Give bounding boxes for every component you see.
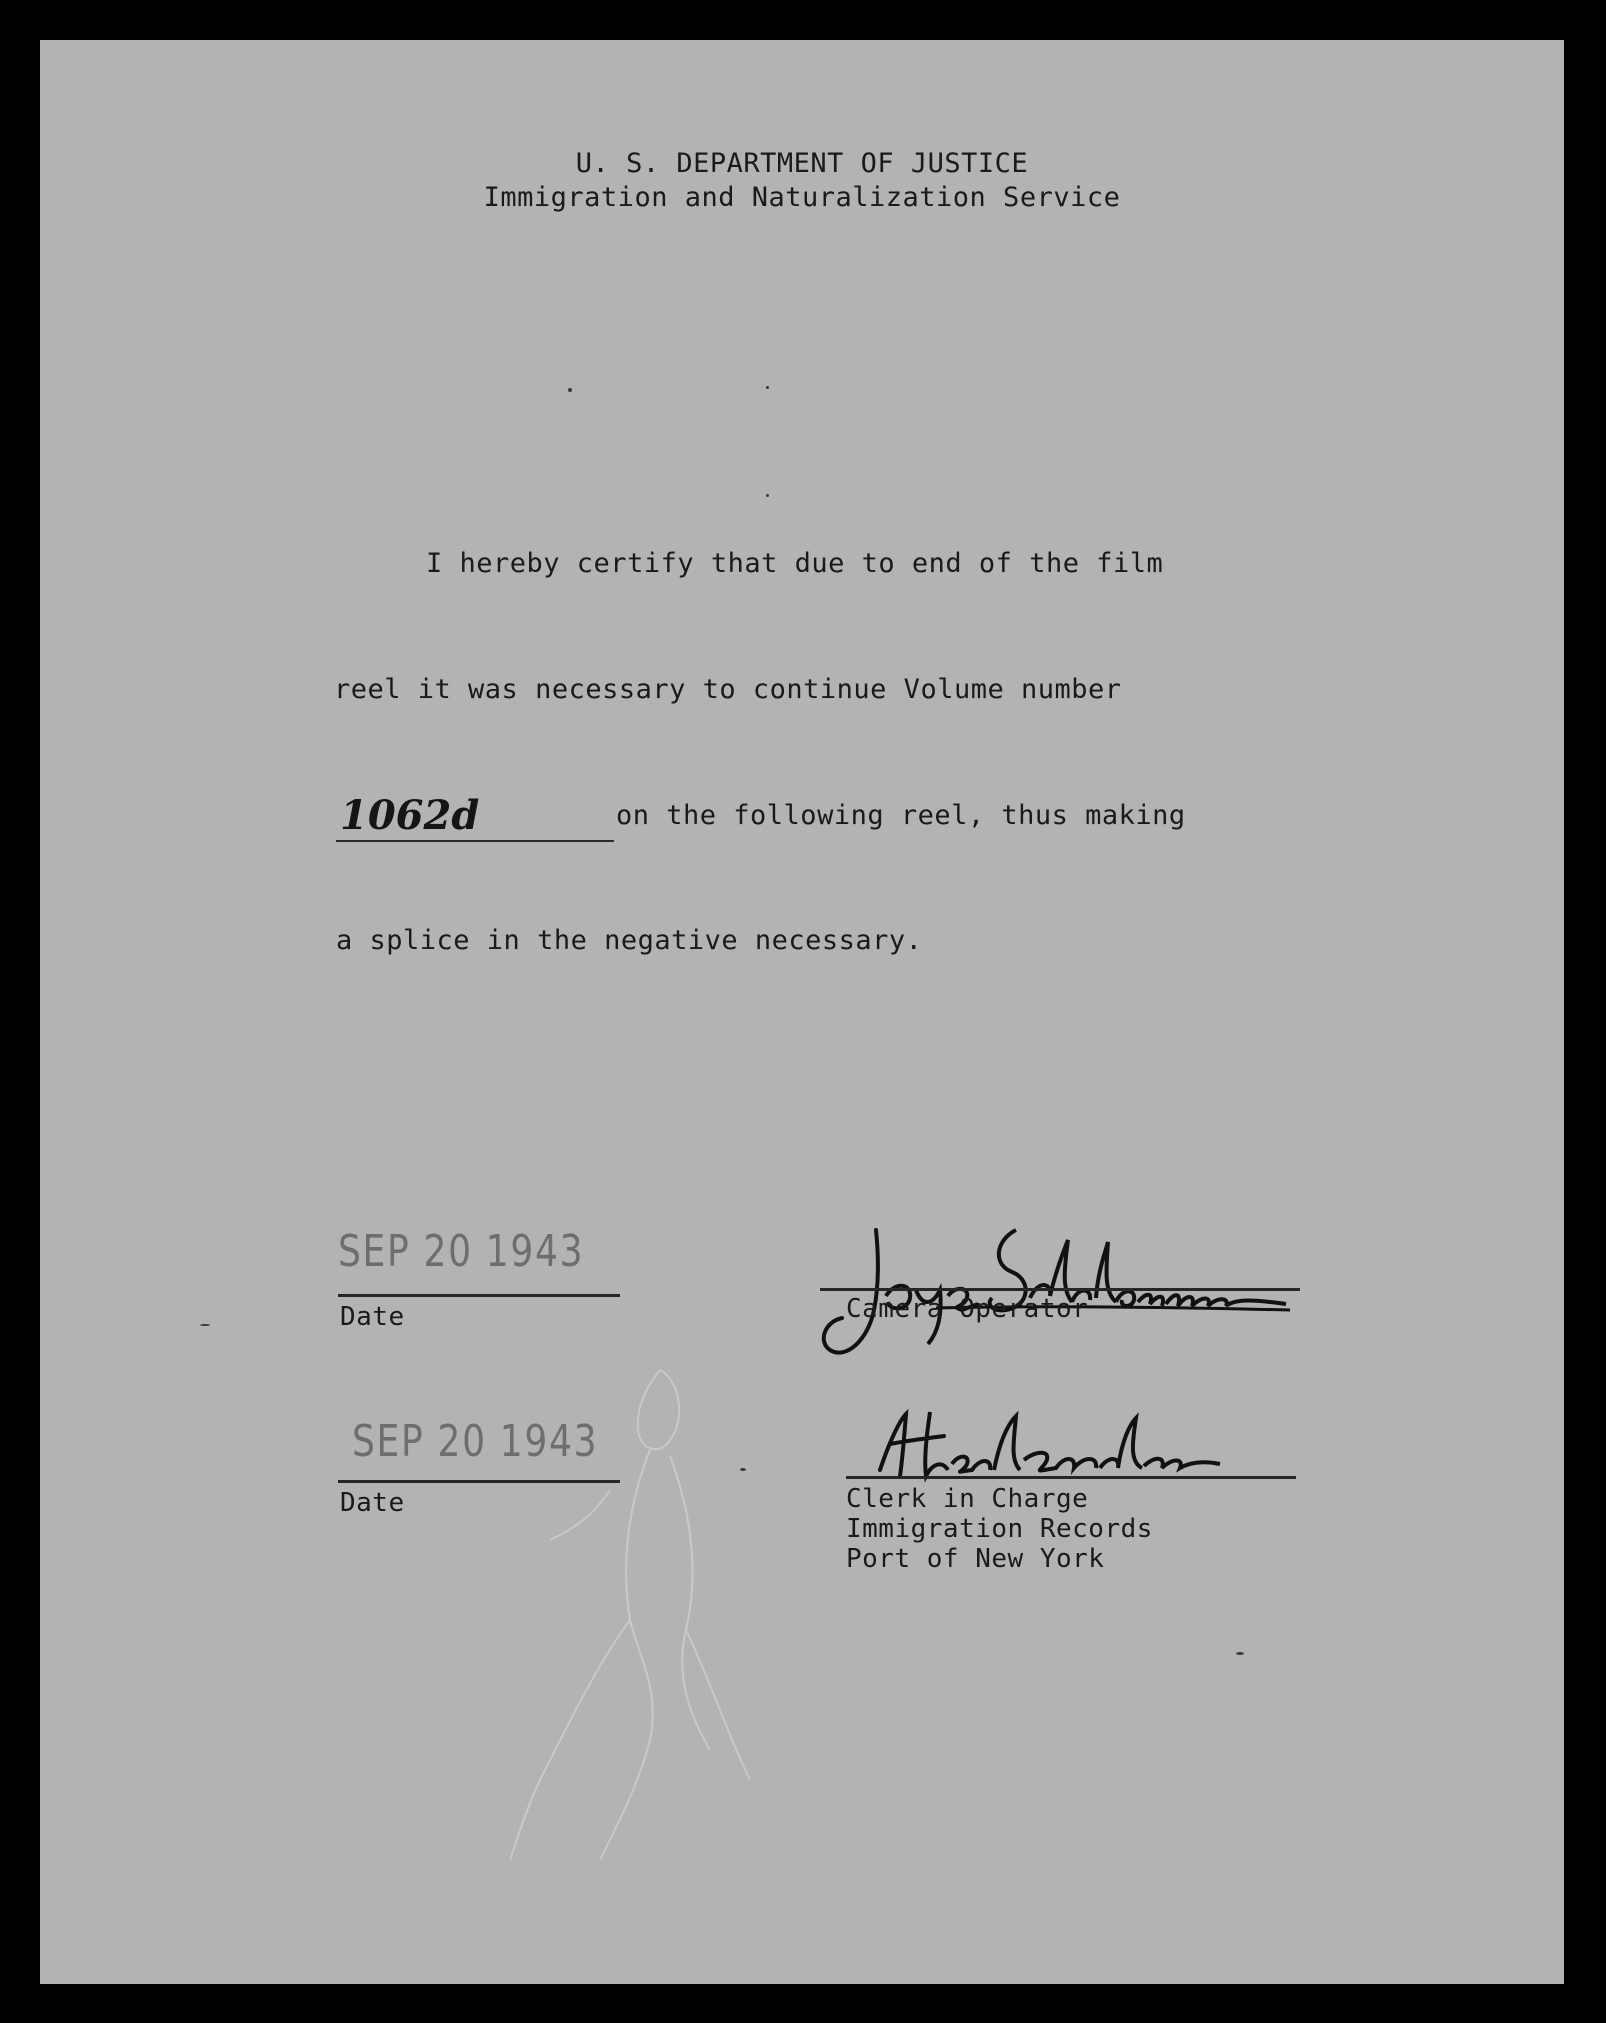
date-label-2: Date (340, 1488, 405, 1518)
film-speck (740, 1468, 746, 1471)
camera-operator-line (820, 1288, 1300, 1291)
date-stamp-1: SEP 20 1943 (338, 1226, 585, 1277)
date-label-1: Date (340, 1302, 405, 1332)
film-speck (766, 386, 769, 389)
camera-operator-title: Camera Operator (846, 1294, 1089, 1324)
certification-line-3: on the following reel, thus making (616, 800, 1186, 831)
date-line-1 (338, 1294, 620, 1297)
date-line-2 (338, 1480, 620, 1483)
volume-number-handwritten: 1062d (340, 792, 480, 839)
certification-line-2: reel it was necessary to continue Volume number (334, 674, 1122, 705)
clerk-line (846, 1476, 1296, 1479)
certification-line-4: a splice in the negative necessary. (336, 925, 923, 956)
date-stamp-2: SEP 20 1943 (352, 1416, 599, 1467)
film-speck (766, 494, 769, 497)
film-speck (200, 1324, 210, 1326)
volume-number-underline (336, 840, 614, 842)
clerk-title-line-2: Immigration Records (846, 1514, 1153, 1544)
film-speck (568, 388, 572, 392)
service-heading: Immigration and Naturalization Service (483, 182, 1121, 213)
certification-line-1: I hereby certify that due to end of the film (426, 548, 1164, 579)
department-heading: U. S. DEPARTMENT OF JUSTICE (575, 148, 1029, 179)
clerk-title-line-1: Clerk in Charge (846, 1484, 1089, 1514)
film-speck (1236, 1652, 1244, 1655)
clerk-title-line-3: Port of New York (846, 1544, 1105, 1574)
document-page (40, 40, 1564, 1984)
